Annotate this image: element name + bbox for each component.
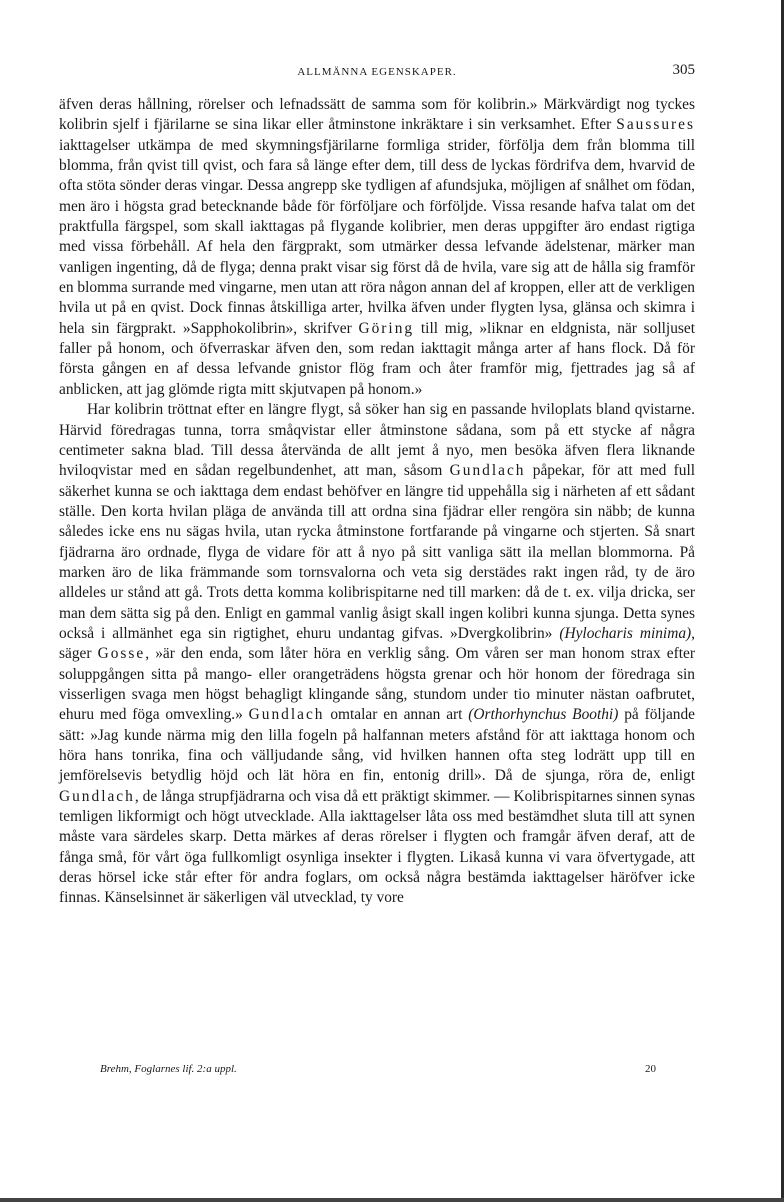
- running-title: ALLMÄNNA EGENSKAPER.: [297, 66, 457, 78]
- author-name: Saussures: [616, 116, 695, 134]
- species-name: (Hylocharis minima),: [559, 624, 695, 642]
- text-run: , de långa strupfjädrarna och visa då ett präktigt skimmer. — Kolibrispitarnes sinnen synas temligen likformigt och högt utvecklade. Alla iakttagelser låta oss med bestämdhet sluta till att synen måste vara särdeles skarp. Detta märkes af deras rörelser i flygten och framgår äfven deraf, att de fånga små, för vårt öga fullkomligt osynliga insekter i flygten. Likaså kunna vi vara öfvertygade, att deras hörsel icke står efter för andra foglars, om också några bestämda iakttagelser häröfver icke finnas. Känselsinnet är säkerligen väl utvecklad, ty vore: [59, 787, 695, 907]
- author-name: Gundlach: [449, 462, 526, 480]
- body-text: [59, 95, 695, 909]
- text-run: Har kolibrin tröttnat efter en längre flygt, så söker han sig en passande hviloplats bland qvistarne. Härvid föredragas tunna, torra småqvistar eller åtminstone sådana, som på ett stycke af några centimeter sakna blad. Till dessa återvända de allt jemt å nyo, men besöka äfven flera liknande hviloqvistar med en sådan regelbundenhet, att man, såsom: [59, 401, 695, 480]
- signature-mark: Brehm, Foglarnes lif. 2:a uppl.: [100, 1063, 237, 1075]
- text-run: till mig, »liknar en eldgnista, när solljuset faller på honom, och öfverraskar äfven den, som redan iakttagit många arter af hans flock. Då för första gången en af dessa lefvande gnistor flög fram och åter framför mig, fjettrades jag så af anblicken, att jag glömde rigta mitt skjutvapen på honom.»: [59, 319, 695, 398]
- author-name: Gundlach: [248, 706, 325, 724]
- signature-number: 20: [645, 1063, 656, 1075]
- paragraph-1: [59, 95, 695, 400]
- author-name: Göring: [358, 319, 415, 337]
- text-run: påpekar, för att med full säkerhet kunna se och iakttaga dem endast behöfver en längre tid uppehålla sig i närheten af ett sådant ställe. Den korta hvilan pläga de använda till att ordna sina fjädrar eller rengöra sin näbb; de kunna således icke ens nu sägas hvila, utan rycka åtminstone fortfarande på vingarne och stjerten. Så snart fjädrarna äro ordnade, flyga de vidare för att å nyo på sitt vanliga sätt ila mellan blommorna. På marken äro de lika främmande som tornsvalorna och veta sig derstädes rakt ingen råd, ty de äro alldeles ur stånd att gå. Trots detta komma kolibrispitarne ned till marken: då de t. ex. vilja dricka, ser man dem sätta sig på den. Enligt en gammal vanlig åsigt skall ingen kolibri kunna sjunga. Detta synes också i allmänhet ega sin rigtighet, ehuru undantag gifvas. »Dvergkolibrin»: [59, 462, 695, 642]
- text-run: på följande sätt: »Jag kunde närma mig den lilla fogeln på halfannan meters afstånd för att iakttaga honom och höra hans tonrika, fina och välljudande sång, vid hvilken hannen ofta steg lodrätt upp till en jemförelsevis betydlig höjd och lät höra en fin, entonig drill». Då de sjunga, röra de, enligt: [59, 706, 695, 785]
- text-run: iakttagelser utkämpa de med skymningsfjärilarne formliga strider, förfölja dem från blomma till blomma, från qvist till qvist, och fara så länge efter dem, till dess de lyckas fördrifva dem, hvarvid de ofta stöta sönder deras vingar. Dessa angrepp ske tydligen af afundsjuka, möjligen af snålhet om födan, men äro i högsta grad betecknande både för förföljare och förföljde. Vissa resande hafva talat om det praktfulla färgspel, som skall iakttagas på flygande kolibrier, men deras uppgifter äro endast rigtiga med vissa förbehåll. Af hela den färgprakt, som utmärker dessa lefvande ädelstenar, märker man vanligen ingenting, då de flyga; denna prakt visar sig först då de hvila, vare sig att de hålla sig framför en blomma surrande med vingarne, men utan att röra någon annan del af kroppen, eller att de verkligen hvila ut på en qvist. Dock finnas åtskilliga arter, hvilka äfven under flygten lysa, glänsa och skimra i hela sin färgprakt. »Sapphokolibrin», skrifver: [59, 136, 695, 337]
- page-header: [59, 62, 695, 84]
- page-number: 305: [672, 62, 695, 78]
- page-edge-bottom: [0, 1198, 784, 1202]
- text-run: säger: [59, 645, 98, 663]
- text-run: , »är den enda, som låter höra en verklig sång. Om våren ser man honom strax efter soluppgången sitta på mango- eller orangeträdens högsta grenar och hör honom der föredraga sin visserligen svaga men högst behagligt klingande sång, stundom under tio minuter nästan oafbrutet, ehuru med föga omvexling.»: [59, 645, 695, 724]
- text-run: äfven deras hållning, rörelser och lefnadssätt de samma som för kolibrin.» Märkvärdigt nog tyckes kolibrin sjelf i fjärilarne se sina likar eller åtminstone inkräktare i sin verksamhet. Efter: [59, 96, 695, 134]
- text-run: omtalar en annan art: [324, 706, 469, 724]
- author-name: Gosse: [97, 645, 146, 663]
- paragraph-2: [59, 400, 695, 909]
- species-name: (Orthorhynchus Boothi): [468, 706, 619, 724]
- page-footer: [100, 1063, 656, 1079]
- author-name: Gundlach: [59, 787, 135, 805]
